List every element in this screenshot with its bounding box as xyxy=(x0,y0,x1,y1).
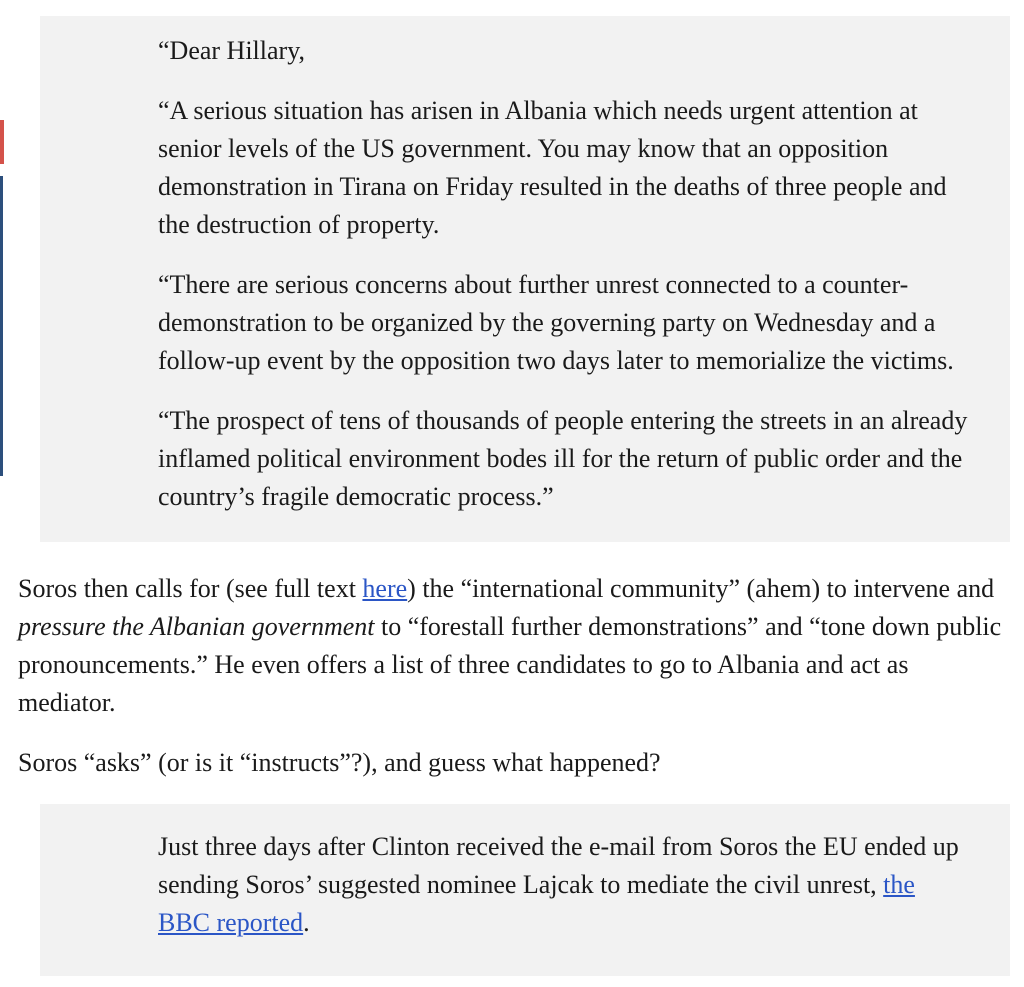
paragraph-text-part: ) the “international community” (ahem) to intervene and xyxy=(407,574,995,603)
paragraph-soros-calls xyxy=(18,570,1006,722)
here-link[interactable]: here xyxy=(362,574,408,603)
emphasis-text: pressure the Albanian government xyxy=(18,612,375,641)
quote-paragraph: “There are serious concerns about further unrest connected to a counter-demonstration to be organized by the governing party on Wednesday and a follow-up event by the opposition two days later to memorialize the victims. xyxy=(158,270,954,375)
body-text-block xyxy=(0,570,1024,782)
quote-paragraph: “Dear Hillary, xyxy=(158,36,306,65)
article-body xyxy=(0,16,1024,976)
paragraph-soros-asks: Soros “asks” (or is it “instructs”?), and guess what happened? xyxy=(18,748,661,777)
blockquote-soros-email xyxy=(40,16,1010,542)
quote-paragraph: “A serious situation has arisen in Albania which needs urgent attention at senior levels of the US government. You may know that an opposition demonstration in Tirana on Friday resulted in the deaths of three people and the destruction of property. xyxy=(158,96,947,239)
quote-paragraph xyxy=(158,828,970,942)
quote-text-part: . xyxy=(303,908,310,937)
paragraph-text-part: to “forestall further demonstrations” and “tone down public pronouncements.” He even offers a list of three candidates to go to Albania and act as mediator. xyxy=(18,612,1002,717)
bbc-reported-link[interactable]: the BBC reported xyxy=(158,870,915,937)
paragraph-text-part: Soros then calls for (see full text xyxy=(18,574,363,603)
quote-text-part: Just three days after Clinton received the e-mail from Soros the EU ended up sending Soros’ suggested nominee Lajcak to mediate the civil unrest, xyxy=(158,832,959,899)
quote-paragraph: “The prospect of tens of thousands of people entering the streets in an already inflamed political environment bodes ill for the return of public order and the country’s fragile democratic process.” xyxy=(158,406,968,511)
blockquote-bbc-report xyxy=(40,804,1010,976)
